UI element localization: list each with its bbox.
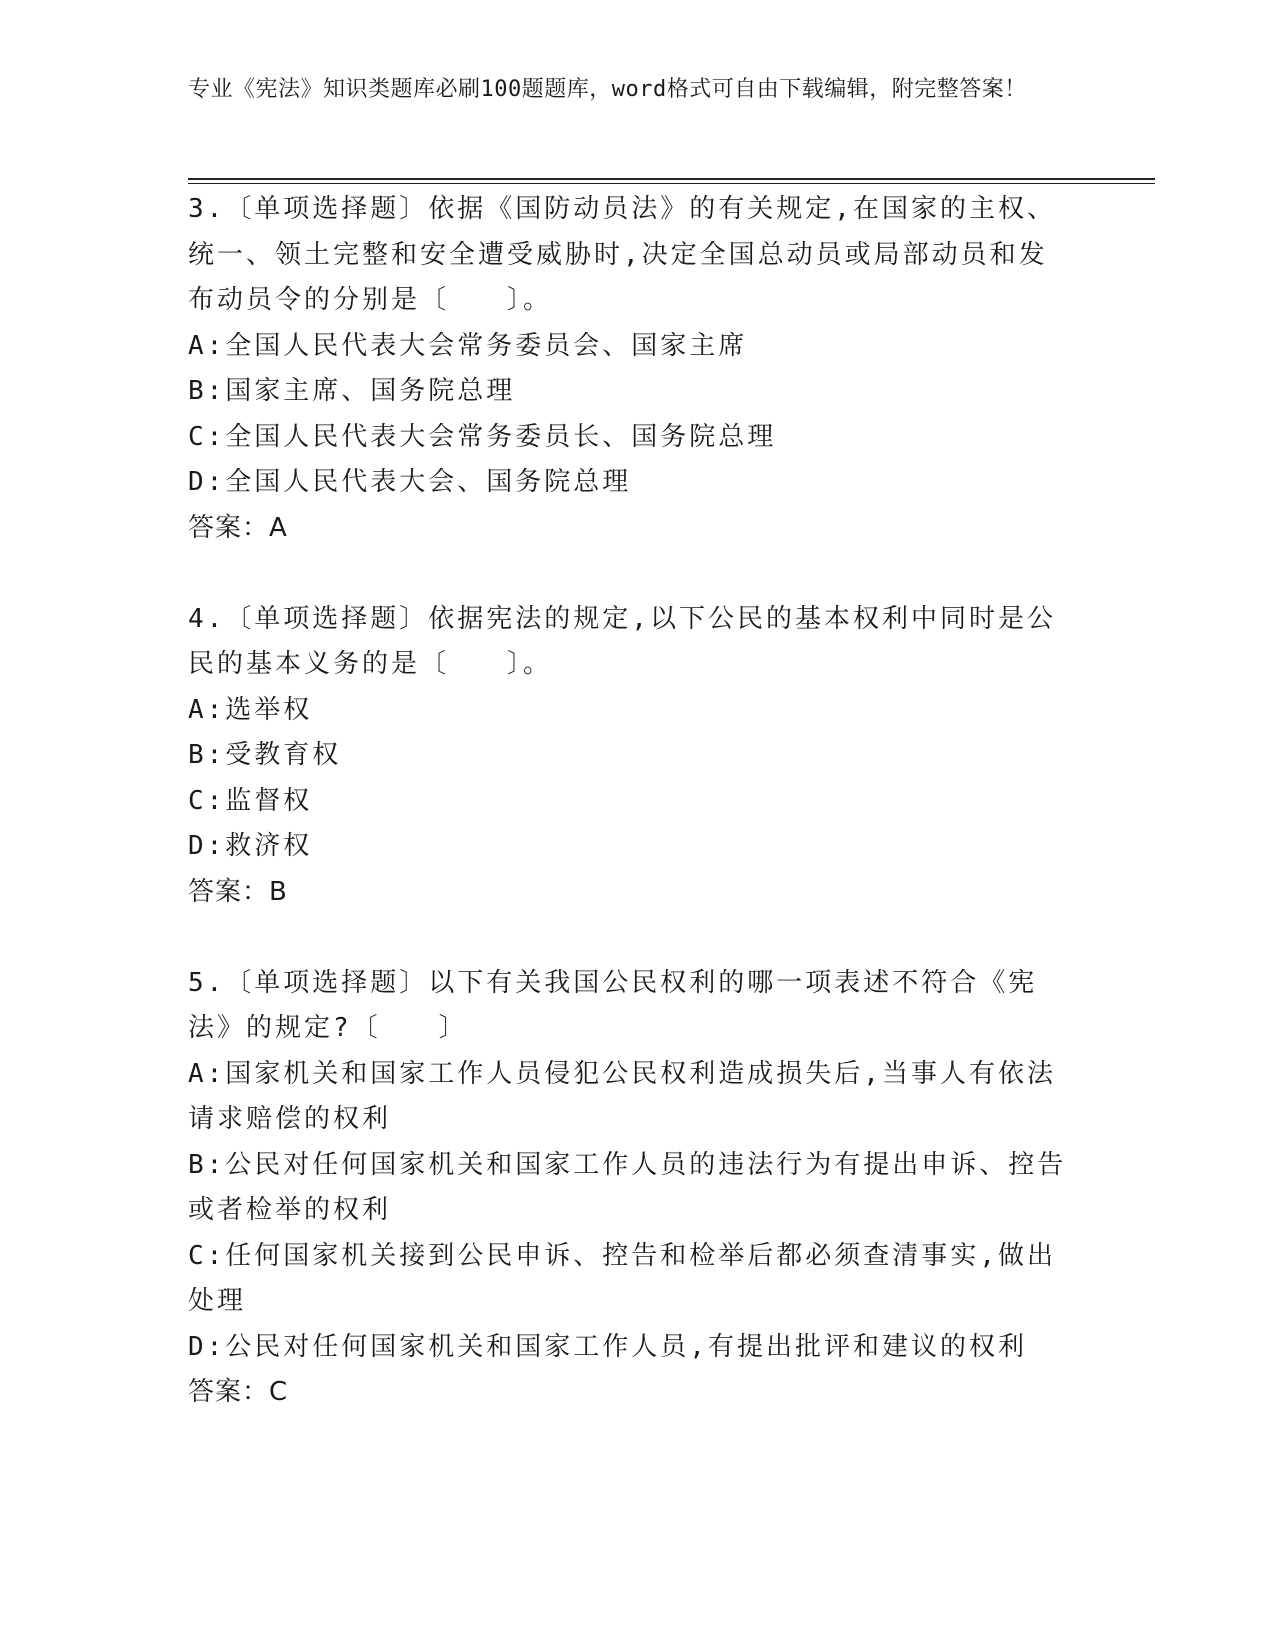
document-header: 专业《宪法》知识类题库必刷100题题库，word格式可自由下载编辑，附完整答案！ bbox=[188, 77, 1027, 102]
option-d: D:全国人民代表大会、国务院总理 bbox=[188, 467, 632, 497]
option-d: D:救济权 bbox=[188, 831, 313, 861]
option-b: B:国家主席、国务院总理 bbox=[188, 376, 516, 406]
answer-line: 答案：B bbox=[188, 876, 288, 907]
question-5 bbox=[188, 961, 1068, 1416]
question-list bbox=[188, 187, 1068, 1416]
question-stem: 5.〔单项选择题〕以下有关我国公民权利的哪一项表述不符合《宪法》的规定?〔 〕 bbox=[188, 967, 1038, 1043]
question-spacer bbox=[188, 915, 1068, 961]
option-c: C:全国人民代表大会常务委员长、国务院总理 bbox=[188, 421, 777, 452]
option-a: A:全国人民代表大会常务委员会、国家主席 bbox=[188, 330, 748, 361]
option-b: B:受教育权 bbox=[188, 740, 342, 770]
question-spacer bbox=[188, 551, 1068, 597]
option-c: C:任何国家机关接到公民申诉、控告和检举后都必须查清事实,做出处理 bbox=[188, 1240, 1056, 1316]
question-stem: 3.〔单项选择题〕依据《国防动员法》的有关规定,在国家的主权、统一、领土完整和安全遭受威胁时,决定全国总动员或局部动员和发布动员令的分别是〔 〕。 bbox=[188, 194, 1056, 315]
option-b: B:公民对任何国家机关和国家工作人员的违法行为有提出申诉、控告或者检举的权利 bbox=[188, 1149, 1067, 1225]
header-divider-thin bbox=[188, 183, 1155, 184]
option-d: D:公民对任何国家机关和国家工作人员,有提出批评和建议的权利 bbox=[188, 1331, 1027, 1362]
question-4 bbox=[188, 597, 1068, 916]
header-divider-thick bbox=[188, 178, 1155, 180]
answer-line: 答案：A bbox=[188, 512, 288, 543]
option-c: C:监督权 bbox=[188, 785, 313, 816]
question-3 bbox=[188, 187, 1068, 551]
option-a: A:国家机关和国家工作人员侵犯公民权利造成损失后,当事人有依法请求赔偿的权利 bbox=[188, 1058, 1056, 1134]
question-stem: 4.〔单项选择题〕依据宪法的规定,以下公民的基本权利中同时是公民的基本义务的是〔 〕。 bbox=[188, 603, 1056, 679]
option-a: A:选举权 bbox=[188, 694, 313, 725]
answer-line: 答案：C bbox=[188, 1377, 289, 1407]
